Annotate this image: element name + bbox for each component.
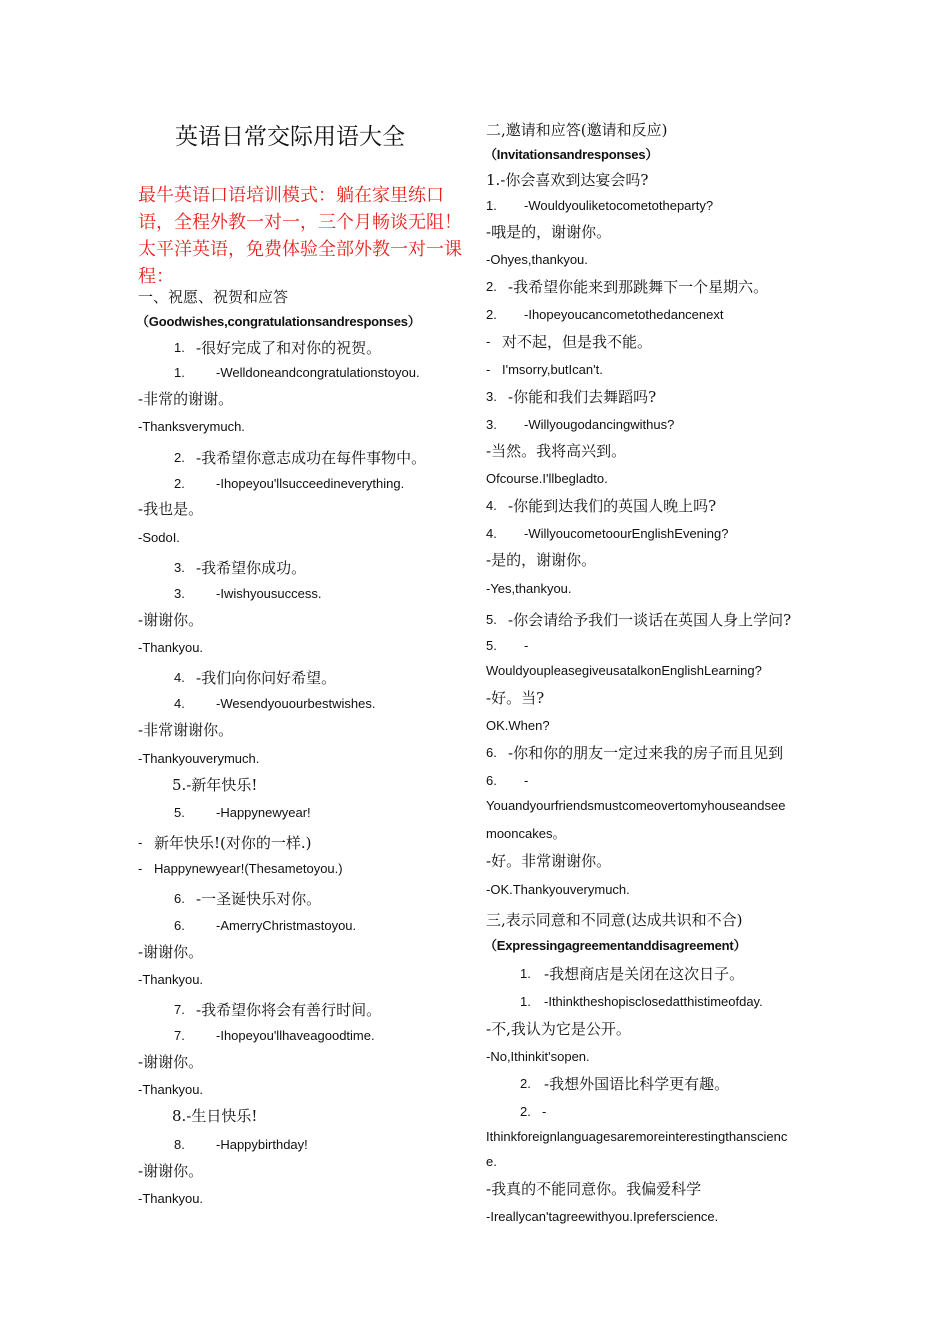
line-number: 1. xyxy=(486,198,497,213)
line-number: 1. xyxy=(520,994,531,1009)
line-text: -Wesendyouourbestwishes. xyxy=(216,696,376,711)
line-text: 1.-你会喜欢到达宴会吗? xyxy=(486,171,649,189)
line-text: -Welldoneandcongratulationstoyou. xyxy=(216,365,420,380)
line-number: 2. xyxy=(520,1104,531,1119)
line-text: -我想外国语比科学更有趣。 xyxy=(544,1075,730,1093)
line-text: -Ihopeyou'llhaveagoodtime. xyxy=(216,1028,375,1043)
line-number: 5. xyxy=(486,612,497,627)
line-text: - xyxy=(524,773,529,788)
line-text: -哦是的，谢谢你。 xyxy=(486,223,612,241)
section1-heading-zh: 一、祝愿、祝贺和应答 xyxy=(138,288,289,306)
line-number: 4. xyxy=(174,696,185,711)
section3-heading-en: （Expressingagreementanddisagreement） xyxy=(484,938,747,953)
line-text: 5.-新年快乐! xyxy=(172,776,258,794)
line-number: 6. xyxy=(486,773,497,788)
line-text: -很好完成了和对你的祝贺。 xyxy=(196,339,382,357)
line-text: - xyxy=(542,1104,547,1119)
line-text: - xyxy=(524,638,529,653)
line-text: Ithinkforeignlanguagesaremoreinterestingthanscienc xyxy=(486,1129,788,1144)
line-number: 2. xyxy=(520,1076,531,1091)
line-number: 3. xyxy=(486,389,497,404)
line-text: -一圣诞快乐对你。 xyxy=(196,890,322,908)
line-number: - xyxy=(138,835,143,850)
line-number: 2. xyxy=(486,279,497,294)
line-number: 6. xyxy=(174,891,185,906)
line-text: -SodoI. xyxy=(138,530,180,545)
line-text: -Happynewyear! xyxy=(216,805,311,820)
line-text: -谢谢你。 xyxy=(138,943,204,961)
line-text: -Thankyou. xyxy=(138,640,204,655)
line-number: 2. xyxy=(174,450,185,465)
line-text: WouldyoupleasegiveusatalkonEnglishLearning? xyxy=(486,663,762,678)
section2-heading-zh: 二,邀请和应答(邀请和反应) xyxy=(486,121,668,139)
line-text: mooncakes。 xyxy=(486,826,566,841)
line-text: -我们向你问好希望。 xyxy=(196,669,337,687)
line-text: -你能和我们去舞蹈吗? xyxy=(508,388,657,406)
line-text: -WillyoucometoourEnglishEvening? xyxy=(524,526,729,541)
line-text: -我希望你成功。 xyxy=(196,559,307,577)
line-text: e. xyxy=(486,1154,497,1169)
line-number: 3. xyxy=(174,586,185,601)
line-text: -好。非常谢谢你。 xyxy=(486,852,612,870)
line-number: 8. xyxy=(174,1137,185,1152)
line-text: -当然。我将高兴到。 xyxy=(486,442,627,460)
line-text: -Wouldyouliketocometotheparty? xyxy=(524,198,714,213)
line-text: -Ihopeyoucancometothedancenext xyxy=(524,307,724,322)
line-text: -Iwishyousuccess. xyxy=(216,586,322,601)
section1-heading-en: （Goodwishes,congratulationsandresponses） xyxy=(136,314,421,329)
promo-text: 最牛英语口语培训模式：躺在家里练口语，全程外教一对一，三个月畅谈无阻！太平洋英语，免费体验全部外教一对一课程： xyxy=(138,185,462,287)
line-number: 1. xyxy=(174,340,185,355)
line-text: -Ihopeyou'llsucceedineverything. xyxy=(216,476,405,491)
line-text: 8.-生日快乐! xyxy=(172,1107,258,1125)
line-text: -Ithinktheshopisclosedatthistimeofday. xyxy=(544,994,763,1009)
line-number: 6. xyxy=(486,745,497,760)
line-number: - xyxy=(486,334,491,349)
line-text: -谢谢你。 xyxy=(138,1053,204,1071)
line-text: -好。当? xyxy=(486,689,545,707)
line-number: 4. xyxy=(486,498,497,513)
line-text: -我希望你能来到那跳舞下一个星期六。 xyxy=(508,278,769,296)
line-text: -Willyougodancingwithus? xyxy=(524,417,675,432)
line-text: Happynewyear!(Thesametoyou.) xyxy=(154,861,343,876)
line-number: 2. xyxy=(174,476,185,491)
section3-heading-zh: 三,表示同意和不同意(达成共识和不合) xyxy=(486,911,743,929)
line-number: 3. xyxy=(486,417,497,432)
line-text: -不,我认为它是公开。 xyxy=(486,1020,631,1038)
line-text: 对不起，但是我不能。 xyxy=(502,333,653,351)
line-number: 5. xyxy=(174,805,185,820)
line-text: -你能到达我们的英国人晚上吗? xyxy=(508,497,717,515)
section2-heading-en: （Invitationsandresponses） xyxy=(484,147,659,162)
line-number: 1. xyxy=(174,365,185,380)
line-number: 7. xyxy=(174,1028,185,1043)
line-number: 2. xyxy=(486,307,497,322)
line-text: -我也是。 xyxy=(138,500,204,518)
line-text: 新年快乐!(对你的一样.) xyxy=(154,834,312,852)
line-text: -我希望你将会有善行时间。 xyxy=(196,1001,382,1019)
line-text: -Thanksverymuch. xyxy=(138,419,245,434)
line-text: -你和你的朋友一定过来我的房子而且见到 xyxy=(508,744,784,762)
line-text: -OK.Thankyouverymuch. xyxy=(486,882,630,897)
line-text: OK.When? xyxy=(486,718,550,733)
line-text: -AmerryChristmastoyou. xyxy=(216,918,357,933)
line-text: -Ohyes,thankyou. xyxy=(486,252,588,267)
line-text: -你会请给予我们一谈话在英国人身上学问? xyxy=(508,611,792,629)
line-number: 3. xyxy=(174,560,185,575)
line-number: 4. xyxy=(486,526,497,541)
line-number: - xyxy=(486,362,491,377)
line-text: -No,Ithinkit'sopen. xyxy=(486,1049,590,1064)
line-text: -Thankyou. xyxy=(138,972,204,987)
line-text: -我希望你意志成功在每件事物中。 xyxy=(196,449,427,467)
line-text: -谢谢你。 xyxy=(138,1162,204,1180)
page-title: 英语日常交际用语大全 xyxy=(175,124,405,150)
line-text: -非常谢谢你。 xyxy=(138,721,234,739)
line-text: -Thankyouverymuch. xyxy=(138,751,260,766)
line-number: 5. xyxy=(486,638,497,653)
line-text: Ofcourse.I'llbegladto. xyxy=(486,471,608,486)
line-number: 4. xyxy=(174,670,185,685)
line-text: -谢谢你。 xyxy=(138,611,204,629)
line-number: 6. xyxy=(174,918,185,933)
line-text: -非常的谢谢。 xyxy=(138,390,234,408)
line-text: -我真的不能同意你。我偏爱科学 xyxy=(486,1180,702,1198)
line-text: -Thankyou. xyxy=(138,1082,204,1097)
line-text: -Happybirthday! xyxy=(216,1137,308,1152)
line-number: 7. xyxy=(174,1002,185,1017)
line-number: - xyxy=(138,861,143,876)
line-text: I'msorry,butIcan't. xyxy=(502,362,603,377)
line-text: -Ireallycan'tagreewithyou.Ipreferscience. xyxy=(486,1209,719,1224)
line-text: Youandyourfriendsmustcomeovertomyhouseandsee xyxy=(486,798,786,813)
line-text: -我想商店是关闭在这次日子。 xyxy=(544,965,745,983)
line-text: -Thankyou. xyxy=(138,1191,204,1206)
line-number: 1. xyxy=(520,966,531,981)
line-text: -Yes,thankyou. xyxy=(486,581,572,596)
line-text: -是的，谢谢你。 xyxy=(486,551,597,569)
